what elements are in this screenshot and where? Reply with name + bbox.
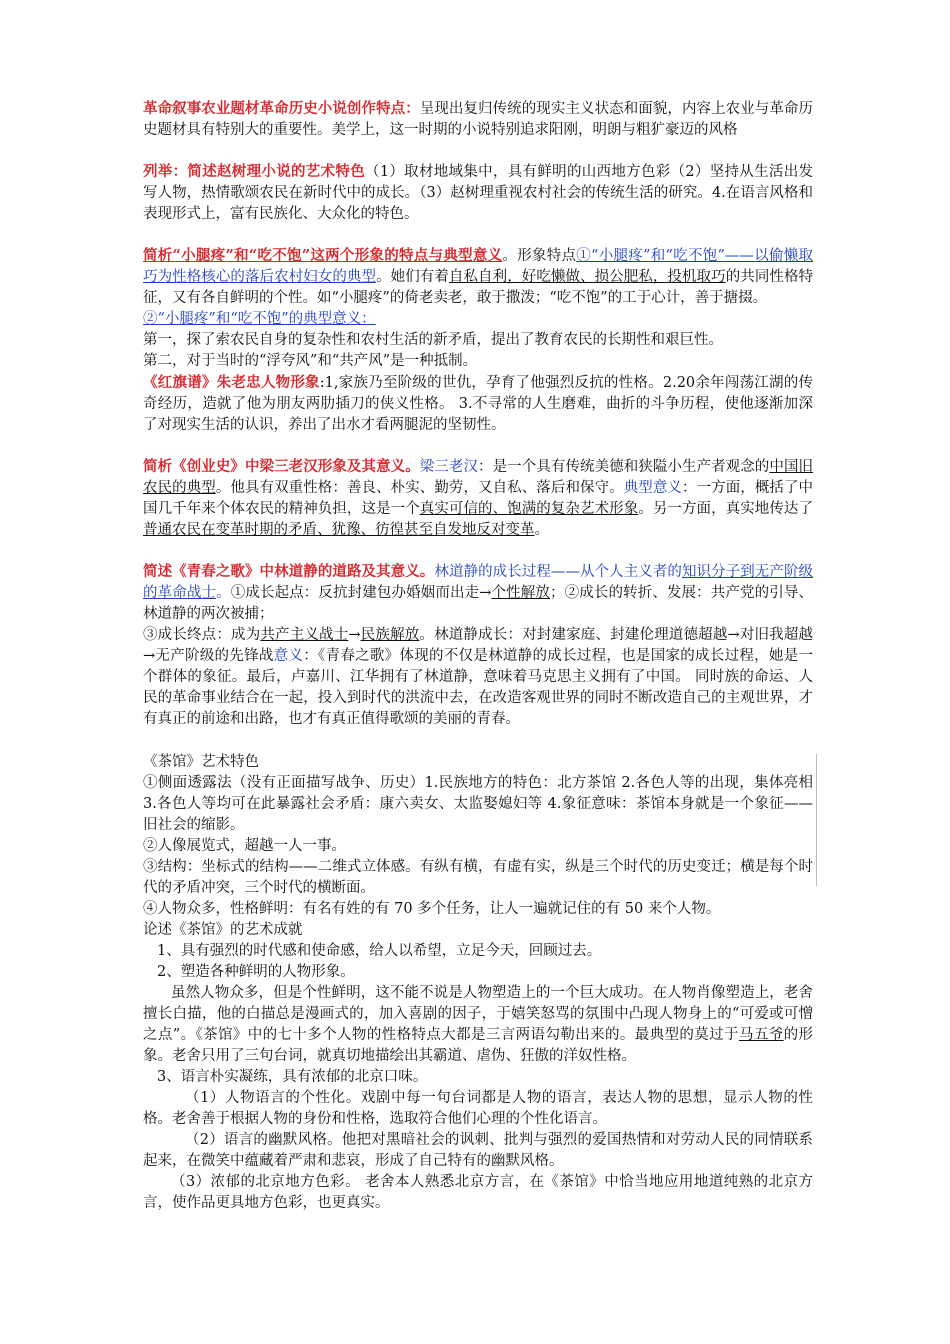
section-text: 虽然人物众多，但是个性鲜明，这不能不说是人物塑造上的一个巨大成功。在人物肖像塑造上，老舍擅长白描，他的白描总是漫画式的，加入喜剧的因子，于嬉笑怒骂的氛围中凸现人物身上的“可爱或可憎之点”。《茶馆》中的七十多个人物的性格特点大都是三言两语勾勒出来的。最典型的莫过于 — [143, 985, 813, 1043]
section-text: ①成长起点：反抗封建包办婚姻而出走→ — [230, 585, 492, 601]
list-line: 3、语言朴实凝练，具有浓郁的北京口味。 — [157, 1069, 428, 1085]
underlined-text: 真实可信的、饱满的复杂艺术形象 — [419, 501, 639, 517]
section-text: 。 — [534, 522, 549, 538]
label: 意义 — [273, 648, 304, 664]
underlined-text: 马五爷 — [738, 1027, 784, 1043]
section-heading: 简析“小腿疼”和“吃不饱”这两个形象的特点与典型意义 — [143, 247, 503, 264]
document-body — [143, 98, 813, 1214]
section-text: 呈现出复归传统的现实主义状态和面貌，内容上农业与革命历史题材具有特别大的重要性。美学上，这一时期的小说特别追求阳刚，明朗与粗犷豪迈的风格 — [143, 101, 813, 138]
point-heading-2 — [143, 309, 813, 330]
section-text: 的形象。老舍只用了三句台词，就真切地描绘出其霸道、虐伪、狂傲的洋奴性格。 — [143, 1027, 813, 1064]
list-line: 第二，对于当时的“浮夸风”和“共产风”是一种抵制。 — [143, 353, 478, 369]
point-heading: ②“小腿疼”和“吃不饱”的典型意义： — [143, 311, 376, 327]
list-line: 1、具有强烈的时代感和使命感，给人以希望，立足今天，回顾过去。 — [157, 943, 602, 959]
section-hongqipu — [143, 372, 813, 436]
section-text: 的共同性格特征，又有各自鲜明的个性。如“小腿疼”的倚老卖老，敢于撒泼；“吃不饱”的工于心计，善于搪掇。 — [143, 269, 814, 306]
section-text: ：《青春之歌》体现的不仅是林道静的成长过程，也是国家的成长过程，她是一个群体的象征。最后，卢嘉川、江华拥有了林道静，意味着马克思主义拥有了中国。 同时族的命运、人民的革命事业结合在一起，投入到时代的洪流中去，在改造客观世界的同时不断改造自己的主观世界，才有真正的前途和出路，也才有真正值得歌颂的美丽的青春。 — [143, 648, 813, 727]
section-text: :1,家族乃至阶级的世仇，孕育了他强烈反抗的性格。2.20余年闯荡江湖的传奇经历，造就了他为朋友两肋插刀的侠义性格。 3.不寻常的人生磨难，曲折的斗争历程，使他逐渐加深了对现实生活的认识，养出了出水才看两腿泥的坚韧性。 — [143, 375, 813, 433]
section-text: ：是一个具有传统美德和狭隘小生产者观念的 — [478, 459, 770, 475]
margin-line — [816, 754, 817, 886]
growth-end — [143, 625, 813, 730]
section-heading: 革命叙事农业题材革命历史小说创作特点： — [143, 100, 420, 117]
section-heading: 《红旗谱》朱老忠人物形象 — [143, 374, 320, 391]
underlined-text: 自私自利，好吃懒做、损公肥私，投机取巧 — [448, 269, 726, 285]
underlined-text: 中国旧农民的典型 — [143, 459, 814, 496]
label: 典型意义 — [623, 480, 682, 496]
list-line: 第一，探了索农民自身的复杂性和农村生活的新矛盾，提出了教育农民的长期性和艰巨性。 — [143, 332, 723, 348]
label: 梁三老汉 — [419, 459, 479, 475]
section-text: 。林道静成长：对封建家庭、封建伦理道德超越→对旧我超越→无产阶级的先锋战 — [143, 627, 814, 664]
label: 。 — [216, 585, 231, 601]
section-text: 。她们有着 — [376, 269, 449, 285]
section-title: 《茶馆》艺术特色 — [143, 754, 259, 770]
label: 林道静的成长过程——从个人主义者的 — [434, 564, 682, 580]
subsection-title: 论述《茶馆》的艺术成就 — [143, 922, 303, 938]
section-text: → — [348, 627, 361, 643]
list-line: ④人物众多，性格鲜明：有名有姓的有 70 多个任务，让人一遍就记住的有 50 来个人物。 — [143, 901, 721, 917]
label-underlined: 知识分子到无产阶级的革命战士 — [143, 564, 814, 601]
paragraph — [143, 983, 813, 1067]
underlined-text: 共产主义战士 — [260, 627, 349, 643]
section-heading: 简述《青春之歌》中林道静的道路及其意义。 — [143, 563, 435, 580]
section-chaguan — [143, 752, 813, 1214]
underlined-text: 普通农民在变革时期的矛盾、犹豫、彷徨甚至自发地反对变革 — [143, 522, 535, 538]
section-heading: 简析《创业史》中梁三老汉形象及其意义。 — [143, 458, 420, 475]
section-text: 。另一方面，真实地传达了 — [638, 501, 813, 517]
section-xiaotuiteng — [143, 245, 813, 309]
section-text: ③成长终点：成为 — [143, 627, 261, 643]
paragraph: （3）浓郁的北京地方色彩。 老舍本人熟悉北京方言，在《茶馆》中恰当地应用地道纯熟的北京方言，使作品更具地方色彩，也更真实。 — [143, 1174, 813, 1211]
section-text: ；②成长的转折、发展：共产党的引导、林道静的两次被捕； — [143, 585, 814, 622]
section-text: 。形象特点 — [502, 248, 577, 264]
list-line: ③结构：坐标式的结构——二维式立体感。有纵有横，有虚有实，纵是三个时代的历史变迁；横是每个时代的矛盾冲突，三个时代的横断面。 — [143, 859, 813, 896]
section-revolution-narrative — [143, 98, 813, 141]
section-heading: 列举：简述赵树理小说的艺术特色 — [143, 163, 366, 180]
section-chuangyeshi — [143, 456, 813, 541]
underlined-text: 个性解放 — [491, 585, 550, 601]
section-text: 。他具有双重性格：善良、朴实、勤劳，又自私、落后和保守。 — [215, 480, 624, 496]
section-text: ：一方面，概括了中国几千年来个体农民的精神负担，这是一个 — [143, 480, 814, 517]
list-line: 2、塑造各种鲜明的人物形象。 — [157, 964, 355, 980]
paragraph: （2）语言的幽默风格。他把对黑暗社会的讽刺、批判与强烈的爱国热情和对劳动人民的同情联系起来，在微笑中蕴藏着严肃和悲哀，形成了自己特有的幽默风格。 — [143, 1132, 813, 1169]
point-heading: ①“小腿疼”和“吃不饱”——以偷懒取巧为性格核心的落后农村妇女的典型 — [143, 248, 814, 285]
section-text: （1）取材地域集中，具有鲜明的山西地方色彩（2）坚持从生活出发写人物，热情歌颂农民在新时代中的成长。（3）赵树理重视农村社会的传统生活的研究。4.在语言风格和表现形式上，富有民族化、大众化的特色。 — [143, 164, 813, 222]
paragraph: （1）人物语言的个性化。戏剧中每一句台词都是人物的语言，表达人物的思想，显示人物的性格。老舍善于根据人物的身份和性格，选取符合他们心理的个性化语言。 — [143, 1090, 813, 1127]
list-line: ②人像展览式，超越一人一事。 — [143, 838, 346, 854]
section-zhao-shuli — [143, 161, 813, 225]
section-qingchunzhige — [143, 561, 813, 625]
underlined-text: 民族解放 — [360, 627, 420, 643]
list-line: ①侧面透露法（没有正面描写战争、历史）1.民族地方的特色：北方茶馆 2.各色人等的出现，集体亮相 3.各色人等均可在此暴露社会矛盾：康六卖女、太监娶媳妇等 4.象征意味：茶馆本身就是一个象征——旧社会的缩影。 — [143, 775, 813, 833]
